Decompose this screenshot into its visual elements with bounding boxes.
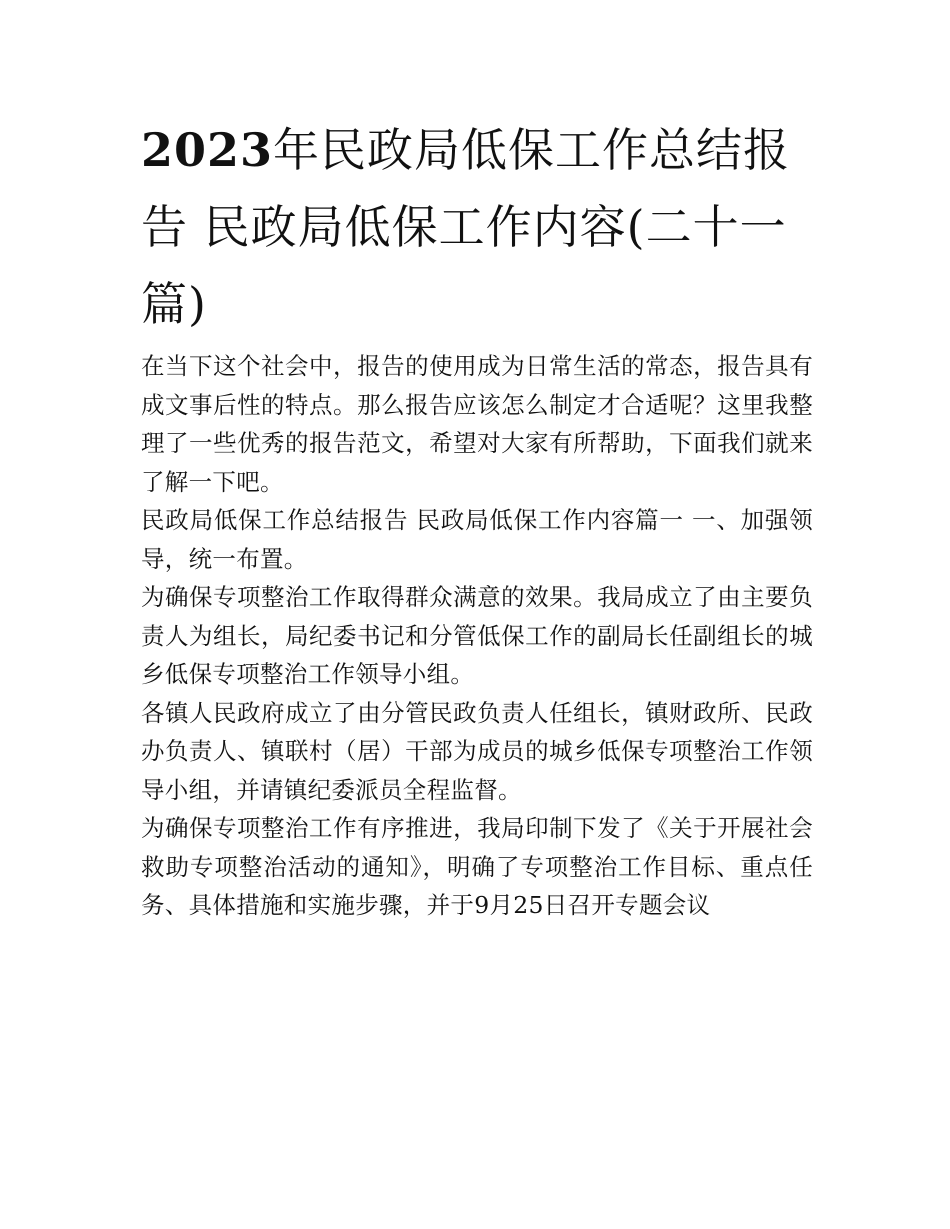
paragraph-town-groups: 各镇人民政府成立了由分管民政负责人任组长，镇财政所、民政办负责人、镇联村（居）干部为成员的城乡低保专项整治工作领导小组，并请镇纪委派员全程监督。 xyxy=(141,698,813,804)
paragraph-notice: 为确保专项整治工作有序推进，我局印制下发了《关于开展社会救助专项整治活动的通知》，明确了专项整治工作目标、重点任务、具体措施和实施步骤，并于9月25日召开专题会议 xyxy=(141,814,813,919)
paragraph-section-heading: 民政局低保工作总结报告 民政局低保工作内容篇一 一、加强领导，统一布置。 xyxy=(141,506,813,573)
paragraph-intro: 在当下这个社会中，报告的使用成为日常生活的常态，报告具有成文事后性的特点。那么报告应该怎么制定才合适呢？这里我整理了一些优秀的报告范文，希望对大家有所帮助，下面我们就来了解一下吧。 xyxy=(141,352,813,496)
document-title: 2023年民政局低保工作总结报告 民政局低保工作内容(二十一篇) xyxy=(141,123,791,331)
title-year: 2023 xyxy=(141,123,274,177)
paragraph-leadership-group: 为确保专项整治工作取得群众满意的效果。我局成立了由主要负责人为组长，局纪委书记和分管低保工作的副局长任副组长的城乡低保专项整治工作领导小组。 xyxy=(141,583,813,688)
document-body xyxy=(141,112,813,925)
